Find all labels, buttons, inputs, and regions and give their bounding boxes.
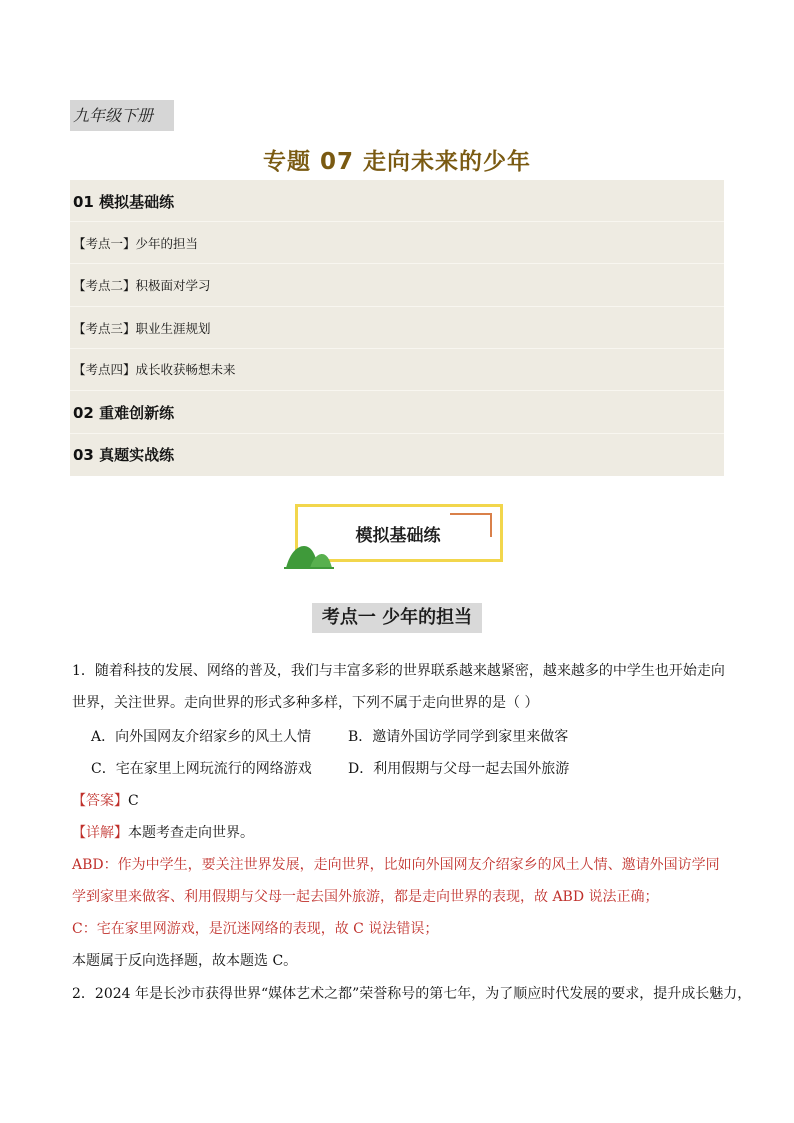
toc-item-point-4[interactable]: 【考点四】成长收获畅想未来 [70, 349, 724, 391]
q1-stem-line-1: 1．随着科技的发展、网络的普及，我们与丰富多彩的世界联系越来越紧密，越来越多的中学生也开始走向 [72, 663, 725, 679]
detail-text: 本题考查走向世界。 [128, 825, 254, 841]
q1-analysis-line-3: C：宅在家里网游戏，是沉迷网络的表现，故 C 说法错误； [72, 921, 439, 937]
toc-item-point-1[interactable]: 【考点一】少年的担当 [70, 222, 724, 264]
toc-item-difficult[interactable]: 02 重难创新练 [70, 391, 724, 434]
document-title: 专题 07 走向未来的少年 [262, 149, 532, 175]
q1-conclusion: 本题属于反向选择题，故本题选 C。 [72, 953, 298, 969]
toc-item-point-3[interactable]: 【考点三】职业生涯规划 [70, 307, 724, 349]
q1-option-c: C．宅在家里上网玩流行的网络游戏 [91, 761, 312, 777]
banner-label: 模拟基础练 [355, 526, 441, 546]
q1-option-d: D．利用假期与父母一起去国外旅游 [348, 761, 570, 777]
q1-analysis-line-2: 学到家里来做客、利用假期与父母一起去国外旅游，都是走向世界的表现，故 ABD 说法正确； [72, 889, 659, 905]
table-of-contents [70, 180, 724, 476]
banner-corner-line [490, 513, 492, 537]
green-hills-icon [284, 540, 336, 572]
q2-stem-line-1: 2．2024 年是长沙市获得世界“媒体艺术之都”荣誉称号的第七年，为了顺应时代发展的要求，提升成长魅力， [72, 986, 752, 1002]
q1-analysis-line-1: ABD：作为中学生，要关注世界发展，走向世界，比如向外国网友介绍家乡的风土人情、邀请外国访学同 [72, 857, 720, 873]
q1-stem-line-2: 世界，关注世界。走向世界的形式多种多样，下列不属于走向世界的是（ ） [72, 695, 539, 711]
toc-item-point-2[interactable]: 【考点二】积极面对学习 [70, 264, 724, 307]
toc-item-simulation[interactable]: 01 模拟基础练 [70, 180, 724, 222]
answer-value: C [128, 793, 139, 809]
grade-tag: 九年级下册 [70, 100, 174, 131]
q1-option-b: B．邀请外国访学同学到家里来做客 [348, 729, 569, 745]
q1-detail [72, 822, 254, 842]
detail-tag: 【详解】 [72, 825, 128, 841]
banner-corner-decoration [450, 513, 492, 515]
q1-option-a: A．向外国网友介绍家乡的风土人情 [91, 729, 312, 745]
section-heading: 考点一 少年的担当 [312, 603, 482, 633]
toc-item-real-exam[interactable]: 03 真题实战练 [73, 446, 175, 464]
q1-answer [72, 790, 139, 810]
answer-tag: 【答案】 [72, 793, 128, 809]
